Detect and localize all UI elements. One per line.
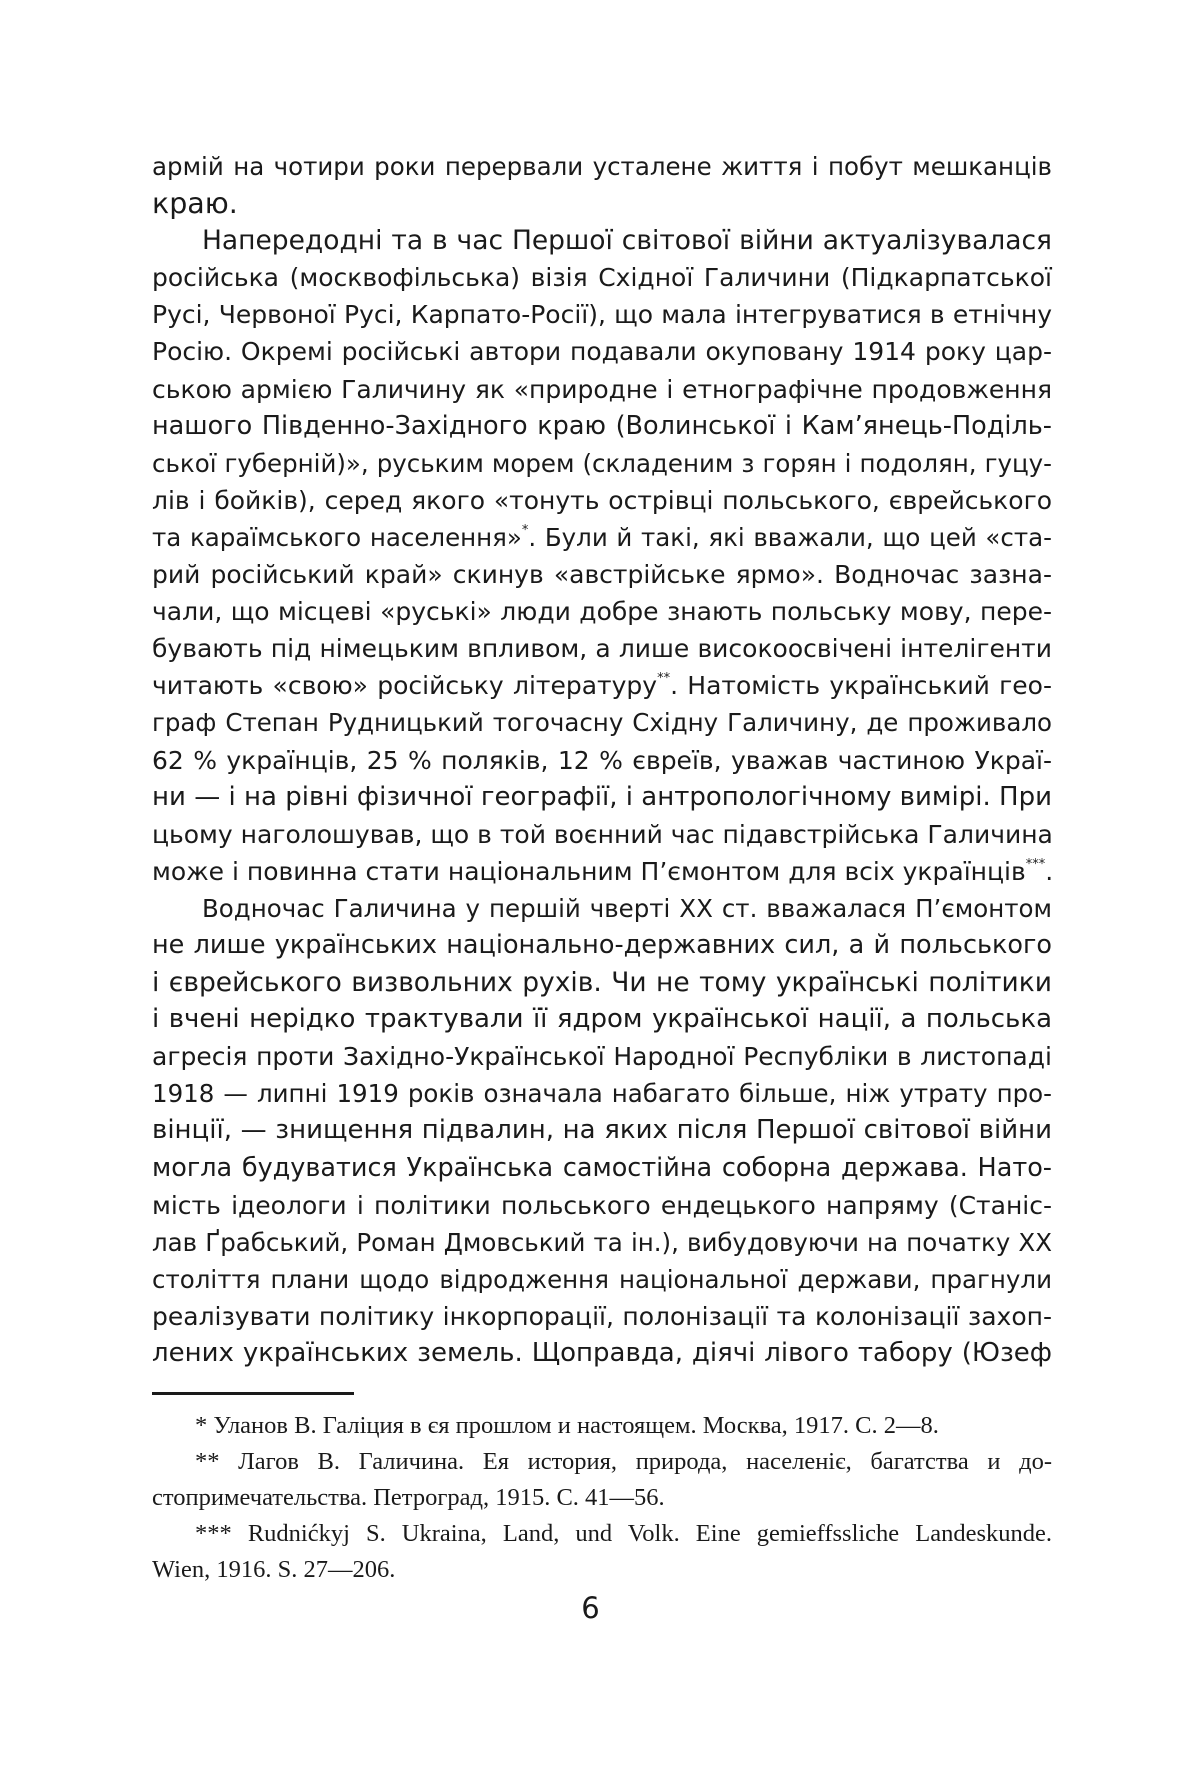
text-line: могла будуватися Українська самостійна соборна держава. Нато- (152, 1152, 1052, 1183)
text-line: лених українських земель. Щоправда, діячі лівого табору (Юзеф (152, 1338, 1052, 1368)
text-line: Росію. Окремі російські автори подавали окуповану 1914 року цар- (152, 337, 1052, 367)
main-text (152, 148, 1052, 1372)
text-line (152, 853, 1052, 890)
text-line: армій на чотири роки перервали усталене життя і побут мешканців (152, 152, 1052, 181)
text-line: рий російський край» скинув «австрійське ярмо». Водночас зазна- (152, 560, 1052, 590)
text-segment: може і повинна стати національним П’ємонтом для всіх українців (152, 856, 1026, 886)
text-line: вінції, — знищення підвалин, на яких після Першої світової війни (152, 1115, 1052, 1146)
footnotes (152, 1408, 1052, 1588)
footnote-marker: ** (657, 671, 671, 687)
text-line: ської губерній)», руським морем (складеним з горян і подолян, гуцу- (152, 448, 1052, 478)
text-line: і вчені нерідко трактували її ядром української нації, а польська (152, 1004, 1052, 1035)
page-number: 6 (581, 1591, 600, 1625)
footnote: *** Rudnićkyj S. Ukraina, Land, und Volk. Eine gemieffssliche Landeskunde. (195, 1520, 1052, 1547)
text-line: бувають під німецьким впливом, а лише високоосвічені інтелігенти (152, 634, 1052, 664)
footnote-continuation: Wien, 1916. S. 27—206. (152, 1556, 396, 1583)
text-line: ни — і на рівні фізичної географії, і антропологічному вимірі. При (152, 781, 1052, 812)
text-line: Русі, Червоної Русі, Карпато-Росії), що мала інтегруватися в етнічну (152, 300, 1052, 330)
text-line: краю. (152, 187, 238, 221)
text-segment: та караїмського населення» (152, 522, 522, 552)
text-line (152, 667, 1052, 704)
footnote: ** Лагов В. Галичина. Ея история, природа, населеніє, багатства и до- (195, 1448, 1052, 1475)
text-line: чали, що місцеві «руські» люди добре знають польську мову, пере- (152, 597, 1052, 627)
text-line: ською армією Галичину як «природне і етнографічне продовження (152, 374, 1052, 404)
text-line: реалізувати політику інкорпорації, полонізації та колонізації захоп- (152, 1301, 1052, 1331)
text-segment: . (1045, 856, 1054, 886)
text-segment: читають «свою» російську літературу (152, 671, 658, 701)
footnote-marker: *** (1025, 856, 1046, 872)
text-line: і єврейського визвольних рухів. Чи не тому українські політики (152, 967, 1052, 999)
footnote-continuation: стопримечательства. Петроград, 1915. С. 41—56. (152, 1484, 665, 1511)
footnote-marker: * (521, 522, 529, 538)
text-line: мість ідеологи і політики польського ендецького напряму (Станіс- (152, 1190, 1052, 1220)
footnote-separator (152, 1392, 354, 1395)
text-line: граф Степан Рудницький тогочасну Східну Галичину, де проживало (152, 708, 1052, 738)
text-line: століття плани щодо відродження національної держави, прагнули (152, 1264, 1052, 1294)
text-line: нашого Південно-Західного краю (Волинської і Кам’янець-Поділь- (152, 410, 1052, 441)
text-line: 1918 — липні 1919 років означала набагато більше, ніж утрату про- (152, 1079, 1052, 1109)
text-line: лав Ґрабський, Роман Дмовський та ін.), вибудовуючи на початку XX (152, 1227, 1052, 1257)
text-line: Напередодні та в час Першої світової війни актуалізувалася (202, 225, 1052, 257)
text-line: російська (москвофільська) візія Східної Галичини (Підкарпатської (152, 263, 1052, 293)
text-segment: . Натомість український гео- (670, 671, 1052, 701)
text-line: лів і бойків), серед якого «тонуть острівці польського, єврейського (152, 485, 1052, 515)
text-line: Водночас Галичина у першій чверті XX ст. вважалася П’ємонтом (202, 893, 1052, 923)
text-line: цьому наголошував, що в той воєнний час підавстрійська Галичина (152, 819, 1053, 849)
text-line (152, 519, 1052, 556)
text-line: агресія проти Західно-Української Народної Республіки в листопаді (152, 1042, 1052, 1072)
text-segment: . Були й такі, які вважали, що цей «ста- (528, 522, 1052, 552)
text-line: не лише українських національно-державних сил, а й польського (152, 929, 1052, 960)
text-line: 62 % українців, 25 % поляків, 12 % євреїв, уважав частиною Украї- (152, 745, 1052, 775)
footnote: * Уланов В. Галіция в єя прошлом и настоящем. Москва, 1917. С. 2—8. (195, 1412, 939, 1439)
